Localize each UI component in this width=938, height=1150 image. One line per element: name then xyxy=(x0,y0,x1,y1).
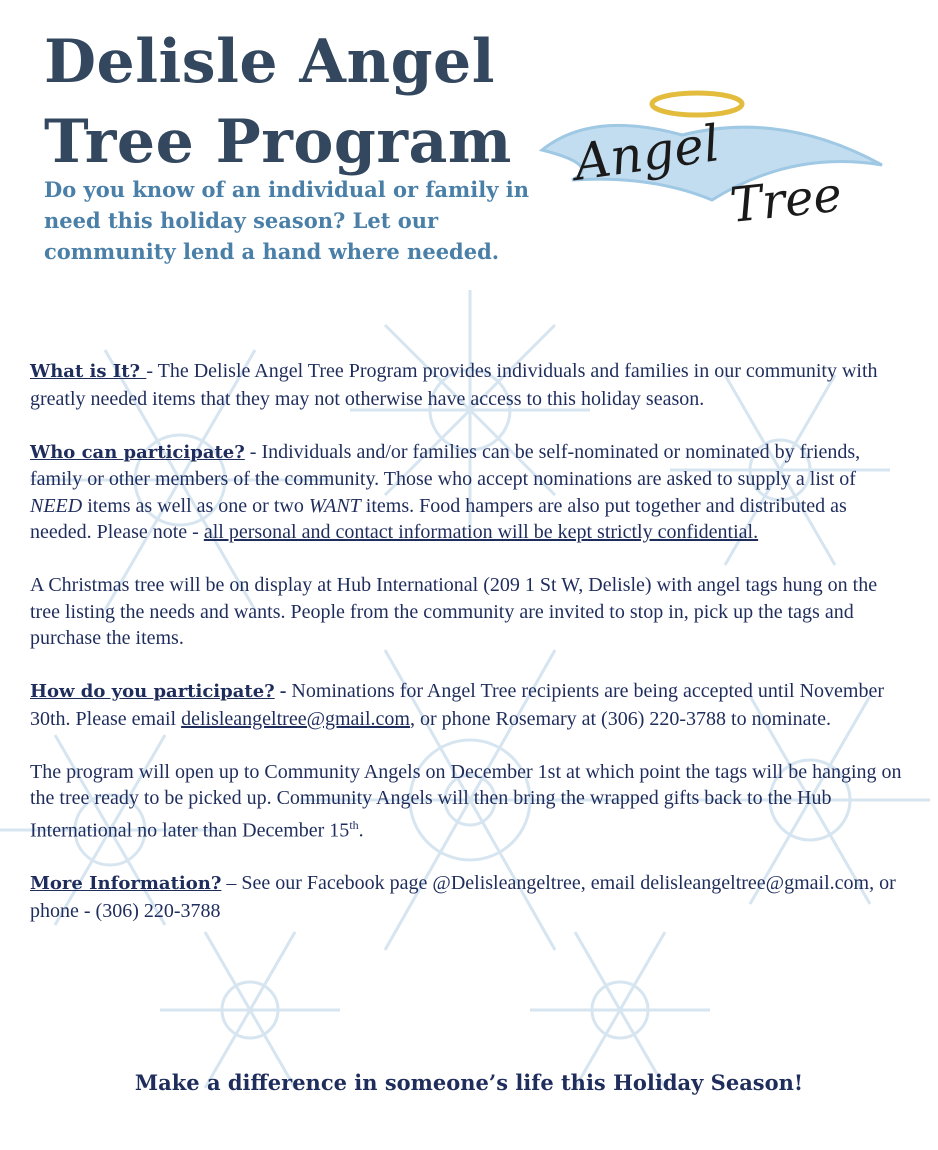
email-link[interactable]: delisleangeltree@gmail.com xyxy=(181,707,410,730)
heading-more: More Information? xyxy=(30,873,222,895)
heading-what: What is It? xyxy=(30,361,147,382)
want-word: WANT xyxy=(308,494,361,517)
page-title xyxy=(44,22,512,182)
text-who-2: items as well as one or two xyxy=(82,494,309,517)
how-dash: - xyxy=(274,680,292,702)
superscript-th: th xyxy=(349,817,359,832)
title-line-2: Tree Program xyxy=(44,107,512,177)
text-more: – See our Facebook page @Delisleangeltree, email delisleangeltree@gmail.com, or phone - (306) 220-3788 xyxy=(30,872,896,922)
text-program-end: . xyxy=(358,819,364,842)
section-tree: A Christmas tree will be on display at Hub International (209 1 St W, Delisle) with angel tags hung on the tree listing the needs and wants. People from the community are invited to stop in, pick up the tags and purchase the items. xyxy=(30,574,878,649)
section-how xyxy=(30,678,910,732)
body-content xyxy=(30,358,910,951)
section-who xyxy=(30,439,910,546)
text-how-1: Nominations for Angel Tree recipients are being accepted until November 30th. Please email xyxy=(30,680,884,730)
snowflake-icon xyxy=(530,932,710,1088)
need-word: NEED xyxy=(30,494,83,517)
halo-icon xyxy=(652,93,742,115)
logo-word-tree: Tree xyxy=(727,166,845,234)
heading-how: How do you participate? xyxy=(30,681,275,702)
angel-tree-logo xyxy=(532,80,892,240)
text-what: - The Delisle Angel Tree Program provides individuals and families in our community with greatly needed items that they may not otherwise have access to this holiday season. xyxy=(30,360,878,410)
text-who-3: items. Food hampers are also put together and distributed as needed. Please note - xyxy=(30,494,847,543)
section-what xyxy=(30,358,910,412)
title-line-1: Delisle Angel xyxy=(44,27,496,97)
text-program: The program will open up to Community Angels on December 1st at which point the tags will be hanging on the tree ready to be picked up. Community Angels will then bring the wrapped gifts back to the Hub International no later than December 15 xyxy=(30,760,902,842)
section-program xyxy=(30,759,910,844)
section-more xyxy=(30,870,910,924)
closing-message: Make a difference in someone’s life this Holiday Season! xyxy=(134,1070,804,1095)
text-who-1: - Individuals and/or families can be self-nominated or nominated by friends, family or other members of the community. Those who accept nominations are asked to supply a list of xyxy=(30,440,861,490)
text-how-2: , or phone Rosemary at (306) 220-3788 to nominate. xyxy=(409,707,831,730)
heading-who: Who can participate? xyxy=(30,441,245,463)
confidential-note: all personal and contact information will be kept strictly confidential. xyxy=(203,521,759,543)
subtitle: Do you know of an individual or family in need this holiday season? Let our community lend a hand where needed. xyxy=(44,177,529,264)
snowflake-icon xyxy=(160,932,340,1088)
logo-word-angel: Angel xyxy=(570,114,724,192)
